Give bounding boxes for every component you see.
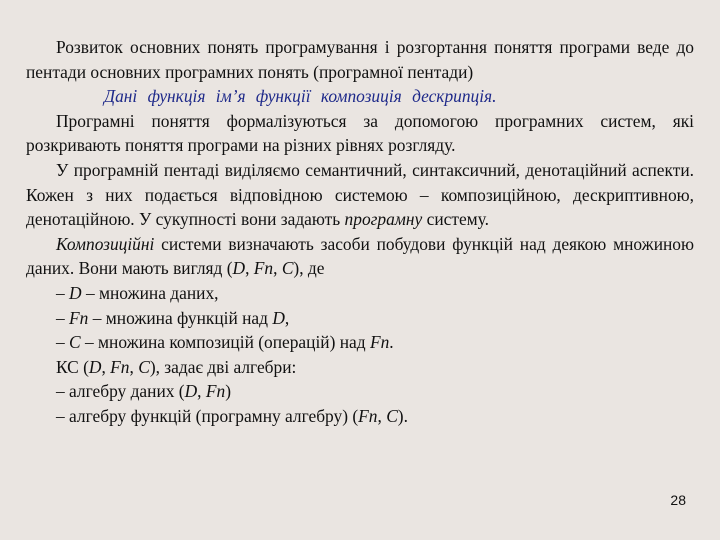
- symbol-fn: Fn: [69, 307, 89, 328]
- definition-fn: [26, 306, 694, 331]
- punctuation: .: [389, 332, 394, 353]
- separator: ,: [245, 258, 254, 279]
- separator: ,: [377, 405, 387, 426]
- dash: –: [56, 307, 70, 328]
- definition-text: – множина композицій (операцій) над: [80, 332, 370, 353]
- separator: ,: [273, 258, 282, 279]
- slide-content: [26, 35, 694, 429]
- symbol-c: C: [386, 405, 398, 426]
- algebra-data-line: [26, 379, 694, 404]
- symbol-fn: Fn: [205, 381, 226, 402]
- definition-c: [26, 330, 694, 355]
- symbol-fn: Fn: [110, 356, 130, 377]
- symbol-d: D: [272, 307, 285, 328]
- paragraph-program-systems: Програмні поняття формалізуються за допомогою програмних систем, які розкривають поняття програми на різних рівнях розгляду.: [26, 110, 694, 156]
- ks-lead: КС (: [56, 356, 89, 377]
- symbol-d: D: [232, 258, 246, 279]
- ks-algebras-line: [26, 355, 694, 380]
- paragraph-aspects: [26, 158, 694, 232]
- separator: ,: [129, 356, 139, 377]
- definition-text: – множина функцій над: [88, 307, 273, 328]
- definition-d: [26, 281, 694, 306]
- algebra-functions-line: [26, 404, 694, 429]
- dash: –: [56, 282, 70, 303]
- punctuation: ).: [397, 405, 408, 426]
- punctuation: ): [225, 381, 231, 402]
- paragraph-pentad-intro: Розвиток основних понять програмування і розгортання поняття програми веде до пентади основних програмних понять (програмної пентади): [26, 37, 694, 82]
- paragraph-compositional-text: системи визначають засоби побудови функцій над деякою множиною даних. Вони мають вигляд (: [26, 233, 694, 279]
- symbol-fn: Fn: [253, 258, 274, 279]
- algebra-data-text: – алгебру даних (: [56, 381, 185, 402]
- separator: ,: [197, 381, 206, 402]
- separator: ,: [101, 356, 111, 377]
- punctuation: ,: [284, 307, 290, 328]
- paragraph-compositional-end: ), де: [293, 258, 325, 279]
- symbol-d: D: [88, 356, 102, 377]
- symbol-d: D: [69, 282, 82, 303]
- paragraph-aspects-text: У програмній пентаді виділяємо семантичний, синтаксичний, денотаційний аспекти. Кожен з них подається відповідною системою – композиційною, дескриптивною, денотаційною. У сукупності вони задають: [26, 159, 694, 230]
- algebra-functions-text: – алгебру функцій (програмну алгебру) (: [56, 405, 359, 426]
- italic-term-programnu: програмну: [344, 209, 423, 230]
- ks-text: ), задає дві алгебри:: [149, 356, 297, 377]
- symbol-c: C: [281, 258, 294, 279]
- symbol-fn: Fn: [369, 332, 390, 353]
- page-number: 28: [670, 492, 686, 508]
- symbol-c: C: [69, 332, 81, 353]
- symbol-d: D: [184, 381, 198, 402]
- symbol-fn: Fn: [358, 405, 378, 426]
- paragraph-compositional-systems: [26, 232, 694, 281]
- italic-term-compositional: Композиційні: [56, 233, 155, 254]
- dash: –: [56, 332, 70, 353]
- symbol-c: C: [138, 356, 150, 377]
- pentad-list: Дані функція ім’я функції композиція дескрипція.: [104, 86, 497, 107]
- definition-text: – множина даних,: [81, 282, 219, 303]
- paragraph-aspects-tail: систему.: [422, 209, 489, 230]
